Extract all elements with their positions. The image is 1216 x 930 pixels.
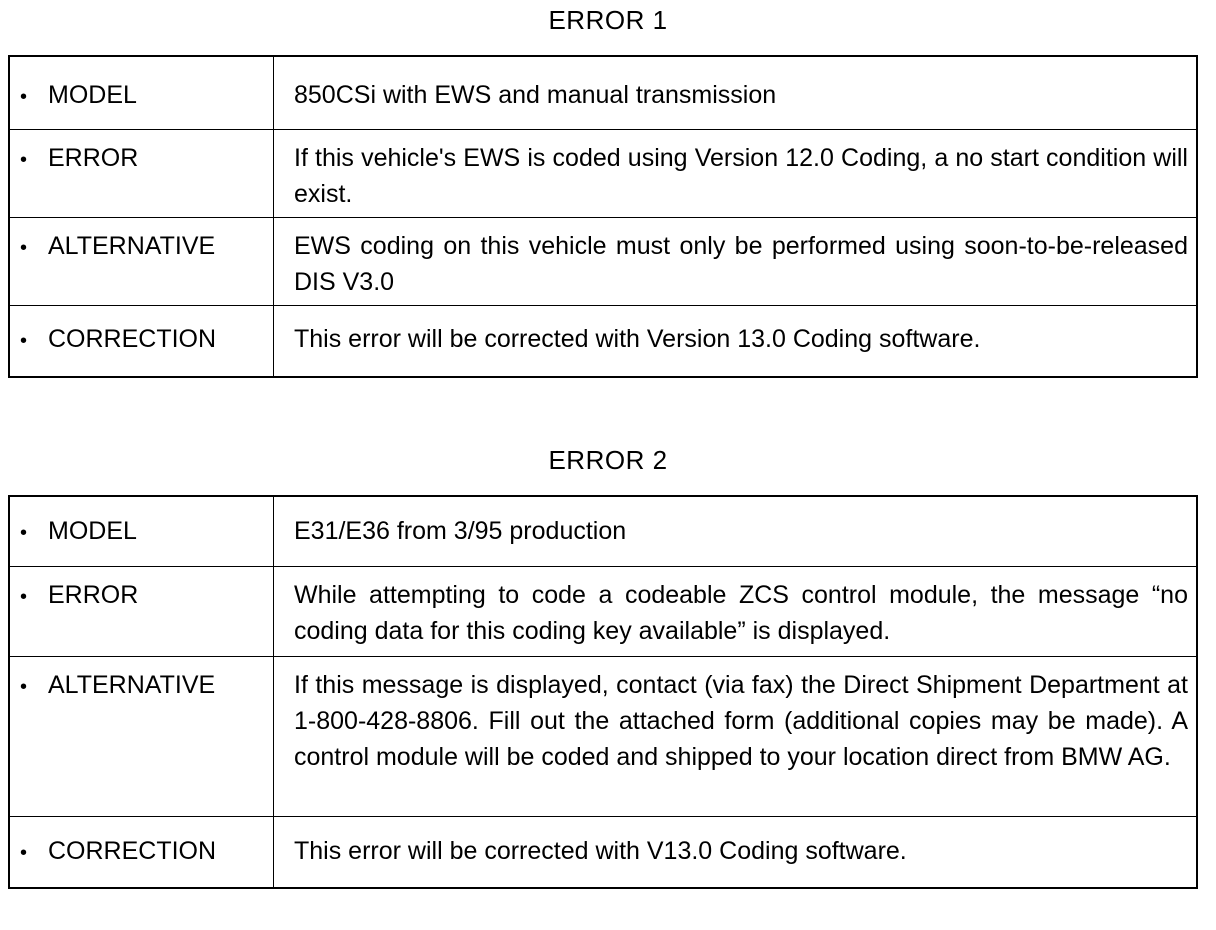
table-row	[9, 567, 1197, 657]
bullet-icon: •	[20, 586, 28, 608]
row-label: ALTERNATIVE	[48, 671, 216, 699]
row-value: 850CSi with EWS and manual transmission	[274, 56, 1198, 130]
row-label-cell	[9, 56, 274, 130]
table-row	[9, 817, 1197, 889]
row-label: ALTERNATIVE	[48, 232, 216, 260]
table-row	[9, 496, 1197, 567]
bullet-icon: •	[20, 842, 28, 864]
row-value: If this vehicle's EWS is coded using Version 12.0 Coding, a no start condition will exist.	[274, 130, 1198, 218]
row-value: This error will be corrected with Version 13.0 Coding software.	[274, 306, 1198, 378]
bullet-icon: •	[20, 86, 28, 108]
row-value: While attempting to code a codeable ZCS control module, the message “no coding data for this coding key available” is displayed.	[274, 567, 1198, 657]
row-value: This error will be corrected with V13.0 Coding software.	[274, 817, 1198, 889]
row-label: ERROR	[48, 581, 139, 609]
row-label: MODEL	[48, 81, 137, 109]
bullet-icon: •	[20, 149, 28, 171]
table-row	[9, 218, 1197, 306]
row-value: If this message is displayed, contact (via fax) the Direct Shipment Department at 1-800-428-8806. Fill out the attached form (additional copies may be made). A control module will be coded and shipped to your location direct from BMW AG.	[274, 657, 1198, 817]
row-label-cell	[9, 130, 274, 218]
row-label: MODEL	[48, 517, 137, 545]
row-value: E31/E36 from 3/95 production	[274, 496, 1198, 567]
error-2-title: ERROR 2	[548, 445, 668, 475]
row-label-cell	[9, 496, 274, 567]
row-label-cell	[9, 657, 274, 817]
row-label: ERROR	[48, 144, 139, 172]
error-2-table	[8, 495, 1198, 889]
row-label-cell	[9, 218, 274, 306]
row-label-cell	[9, 306, 274, 378]
row-label-cell	[9, 567, 274, 657]
row-label: CORRECTION	[48, 325, 217, 353]
row-label: CORRECTION	[48, 837, 217, 865]
table-row	[9, 306, 1197, 378]
bullet-icon: •	[20, 330, 28, 352]
table-row	[9, 130, 1197, 218]
table-row	[9, 56, 1197, 130]
bullet-icon: •	[20, 522, 28, 544]
table-row	[9, 657, 1197, 817]
error-1-table	[8, 55, 1198, 378]
bullet-icon: •	[20, 676, 28, 698]
row-value: EWS coding on this vehicle must only be performed using soon-to-be-released DIS V3.0	[274, 218, 1198, 306]
row-label-cell	[9, 817, 274, 889]
error-1-title: ERROR 1	[548, 5, 668, 35]
bullet-icon: •	[20, 237, 28, 259]
